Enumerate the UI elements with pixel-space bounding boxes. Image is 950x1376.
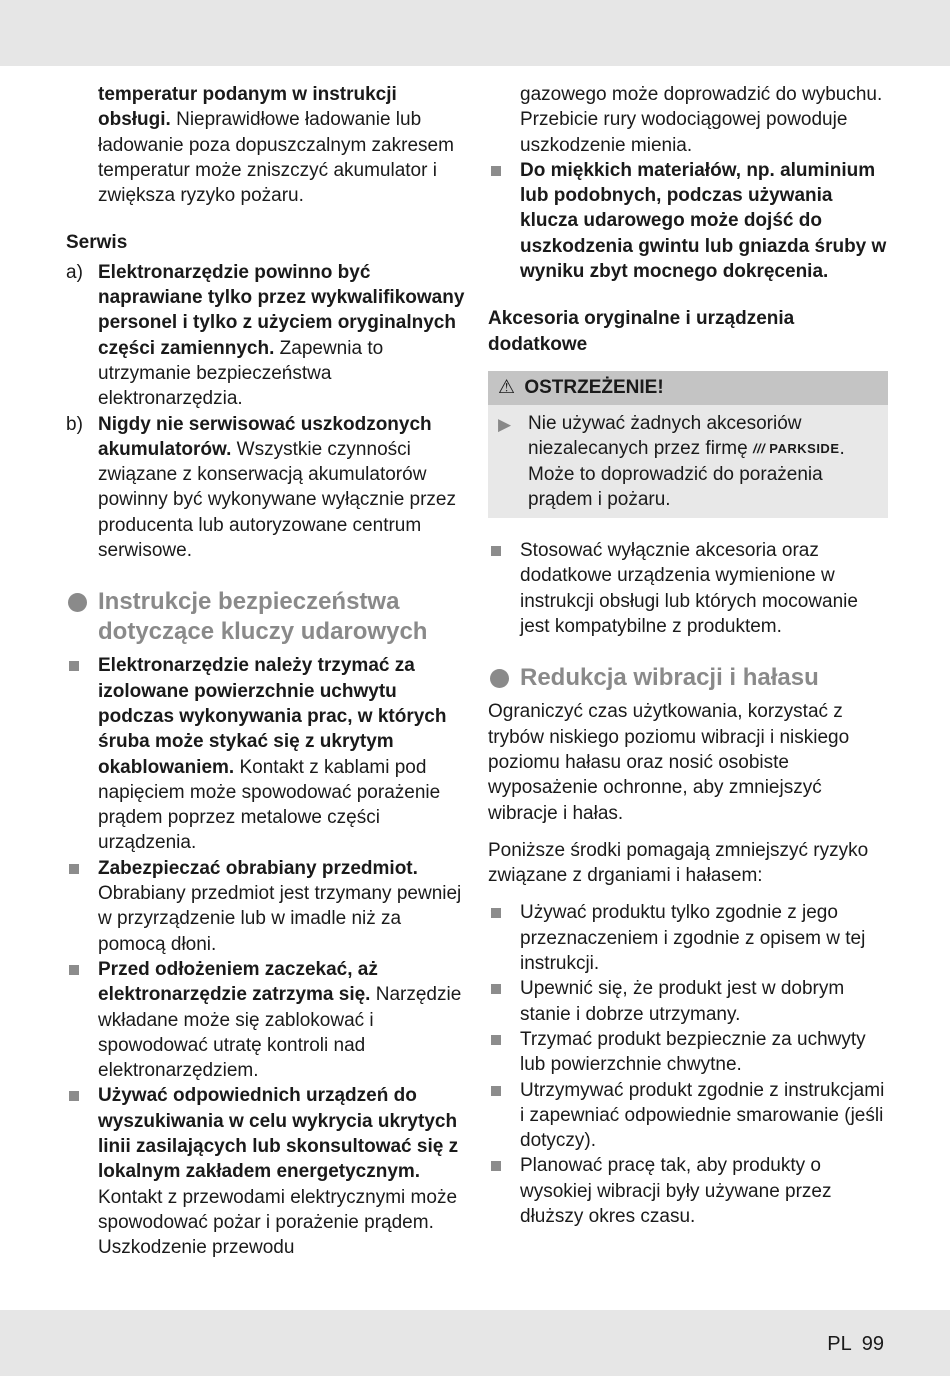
vibration-paragraph-1: Ograniczyć czas użytkowania, korzystać z trybów niskiego poziomu wibracji i niskiego poziomu hałasu oraz nosić osobiste wyposażenie ochronne, aby zmniejszyć wibracje i hałas.	[488, 701, 850, 824]
accessories-heading: Akcesoria oryginalne i urządzenia dodatkowe	[488, 308, 795, 355]
warning-header: ⚠ OSTRZEŻENIE!	[488, 371, 888, 405]
list-item: Trzymać produkt bezpiecznie za uchwyty lub powierzchnie chwytne.	[488, 1027, 888, 1078]
section-heading-vibration: Redukcja wibracji i hałasu	[488, 663, 888, 693]
top-bar	[0, 0, 950, 66]
square-bullet-icon	[491, 1035, 501, 1045]
continued-paragraph: gazowego może doprowadzić do wybuchu. Przebicie rury wodociągowej powoduje uszkodzenie mienia.	[520, 84, 883, 156]
square-bullet-icon	[491, 1161, 501, 1171]
list-item: Używać odpowiednich urządzeń do wyszukiwania w celu wykrycia ukrytych linii zasilających lub skonsultować się z lokalnym zakładem energetycznym. Kontakt z przewodami elektrycznymi może spowodować pożar i porażenie prądem. Uszkodzenie przewodu	[66, 1083, 466, 1260]
square-bullet-icon	[491, 1086, 501, 1096]
arrow-right-icon: ▶	[498, 414, 512, 434]
bullet-circle-icon	[68, 593, 87, 612]
list-item: Utrzymywać produkt zgodnie z instrukcjami i zapewniać odpowiednie smarowanie (jeśli dotyczy).	[488, 1078, 888, 1154]
serwis-item-b: b) Nigdy nie serwisować uszkodzonych akumulatorów. Wszystkie czynności związane z konserwacją akumulatorów powinny być wykonywane wyłącznie przez producenta lub autoryzowane centrum serwisowe.	[66, 413, 456, 562]
list-item: Stosować wyłącznie akcesoria oraz dodatkowe urządzenia wymienione w instrukcji obsługi lub których mocowanie jest kompatybilne z produktem.	[488, 538, 888, 639]
square-bullet-icon	[491, 908, 501, 918]
serwis-item-a: a) Elektronarzędzie powinno być naprawiane tylko przez wykwalifikowany personel i tylko z użyciem oryginalnych części zamiennych. Zapewnia to utrzymanie bezpieczeństwa elektronarzędzia.	[66, 261, 465, 410]
parkside-logo: /// PARKSIDE	[752, 441, 840, 457]
serwis-heading: Serwis	[66, 232, 128, 254]
list-item: Zabezpieczać obrabiany przedmiot. Obrabiany przedmiot jest trzymany pewniej w przyrządzenie lub w imadle niż za pomocą dłoni.	[66, 856, 466, 957]
list-item: Planować pracę tak, aby produkty o wysokiej wibracji były używane przez dłuższy okres czasu.	[488, 1153, 888, 1229]
bullet-circle-icon	[490, 669, 509, 688]
warning-triangle-icon: ⚠	[498, 376, 516, 398]
square-bullet-icon	[69, 661, 79, 671]
intro-paragraph: temperatur podanym w instrukcji obsługi. Nieprawidłowe ładowanie lub ładowanie poza dopuszczalnym zakresem temperatur może zniszczyć akumulator i zwiększa ryzyko pożaru.	[98, 84, 454, 207]
warning-box	[488, 371, 888, 518]
section-heading-impact-wrenches: Instrukcje bezpieczeństwa dotyczące kluczy udarowych	[66, 587, 466, 647]
square-bullet-icon	[491, 546, 501, 556]
warning-body: ▶ Nie używać żadnych akcesoriów niezalecanych przez firmę /// PARKSIDE. Może to doprowadzić do porażenia prądem i pożaru.	[498, 412, 845, 510]
item-marker: a)	[66, 261, 83, 283]
item-marker: b)	[66, 413, 83, 435]
page-number: 99	[861, 1333, 884, 1355]
square-bullet-icon	[491, 166, 501, 176]
language-code: PL	[827, 1333, 852, 1355]
bottom-bar	[0, 1310, 950, 1376]
list-item: Przed odłożeniem zaczekać, aż elektronarzędzie zatrzyma się. Narzędzie wkładane może się zablokować i spowodować utratę kontroli nad elektronarzędziem.	[66, 957, 466, 1083]
page-footer	[817, 1333, 884, 1356]
square-bullet-icon	[491, 984, 501, 994]
list-item: Upewnić się, że produkt jest w dobrym stanie i dobrze utrzymany.	[488, 976, 888, 1027]
square-bullet-icon	[69, 965, 79, 975]
square-bullet-icon	[69, 864, 79, 874]
square-bullet-icon	[69, 1091, 79, 1101]
list-item: Elektronarzędzie należy trzymać za izolowane powierzchnie uchwytu podczas wykonywania prac, w których śruba może stykać się z ukrytym okablowaniem. Kontakt z kablami pod napięciem może spowodować porażenie prądem poprzez metalowe części urządzenia.	[66, 653, 466, 855]
list-item: Używać produktu tylko zgodnie z jego przeznaczeniem i zgodnie z opisem w tej instrukcji.	[488, 900, 888, 976]
list-item: Do miękkich materiałów, np. aluminium lub podobnych, podczas używania klucza udarowego może dojść do uszkodzenia gwintu lub gniazda śruby w wyniku zbyt mocnego dokręcenia.	[488, 158, 888, 284]
vibration-paragraph-2: Poniższe środki pomagają zmniejszyć ryzyko związane z drganiami i hałasem:	[488, 839, 869, 887]
right-column	[488, 82, 888, 1229]
left-column	[66, 82, 466, 1260]
